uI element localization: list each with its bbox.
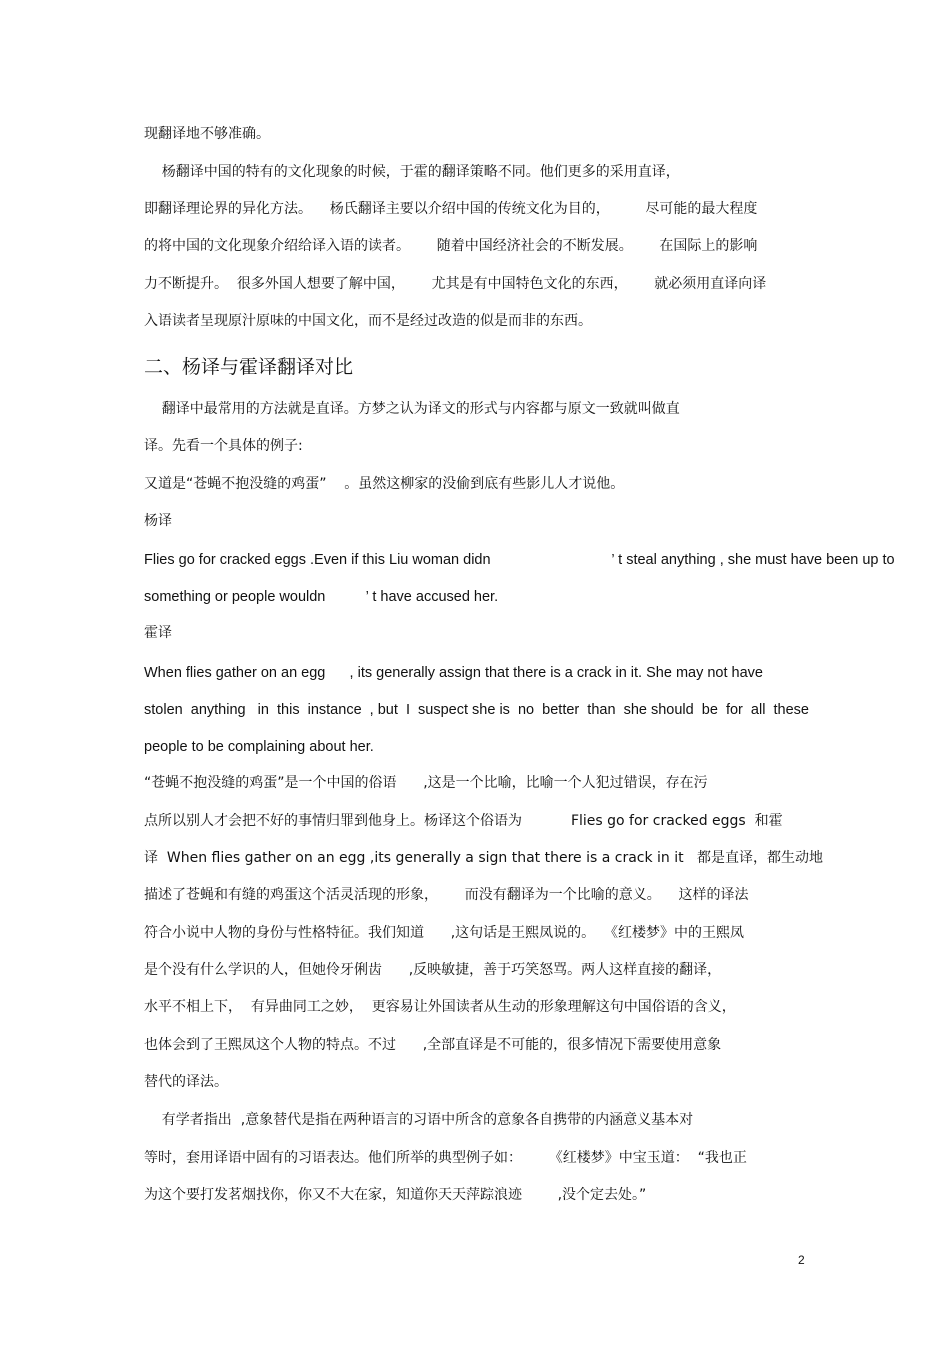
text-line: something or people wouldn ’ t have accused her. (144, 589, 499, 605)
text-line: 又道是“苍蝇不抱没缝的鸡蛋” 。虽然这柳家的没偷到底有些影儿人才说他。 (144, 476, 625, 492)
text-line: 也体会到了王熙凤这个人物的特点。不过 ,全部直译是不可能的，很多情况下需要使用意象 (144, 1037, 722, 1053)
text-line: 等时，套用译语中固有的习语表达。他们所举的典型例子如： 《红楼梦》中宝玉道： “我也正 (144, 1150, 747, 1166)
text-line: 为这个要打发茗烟找你，你又不大在家，知道你天天萍踪浪迹 ,没个定去处。” (144, 1187, 647, 1203)
text-line: 力不断提升。 很多外国人想要了解中国， 尤其是有中国特色文化的东西， 就必须用直译向译 (144, 276, 767, 292)
text-line: 是个没有什么学识的人，但她伶牙俐齿 ,反映敏捷，善于巧笑怒骂。两人这样直接的翻译， (144, 962, 722, 978)
text-line: people to be complaining about her. (144, 739, 374, 755)
text-line: 翻译中最常用的方法就是直译。方梦之认为译文的形式与内容都与原文一致就叫做直 (144, 401, 680, 417)
text-line: 杨翻译中国的特有的文化现象的时候，于霍的翻译策略不同。他们更多的采用直译， (144, 164, 680, 180)
text-line: 即翻译理论界的异化方法。 杨氏翻译主要以介绍中国的传统文化为目的， 尽可能的最大程度 (144, 201, 758, 217)
text-line: 水平不相上下， 有异曲同工之妙， 更容易让外国读者从生动的形象理解这句中国俗语的含义， (144, 999, 736, 1015)
text-line: “苍蝇不抱没缝的鸡蛋”是一个中国的俗语 ,这是一个比喻，比喻一个人犯过错误，存在污 (144, 775, 708, 791)
text-line: 现翻译地不够准确。 (144, 126, 270, 142)
section-heading: 二、杨译与霍译翻译对比 (144, 356, 354, 378)
text-line: 译。先看一个具体的例子: (144, 438, 303, 454)
text-line: 入语读者呈现原汁原味的中国文化，而不是经过改造的似是而非的东西。 (144, 313, 592, 329)
text-line: 点所以别人才会把不好的事情归罪到他身上。杨译这个俗语为 Flies go for cracked eggs 和霍 (144, 813, 783, 829)
text-line: 替代的译法。 (144, 1074, 228, 1090)
text-line: When flies gather on an egg , its generally assign that there is a crack in it. She may not have (144, 665, 763, 681)
text-line: Flies go for cracked eggs .Even if this Liu woman didn ’ t steal anything , she must have been up to (144, 552, 895, 568)
text-line: stolen anything in this instance , but I suspect she is no better than she should be for all these (144, 702, 809, 718)
text-line: 译 When flies gather on an egg ,its generally a sign that there is a crack in it 都是直译，都生动地 (144, 850, 823, 866)
text-line: 描述了苍蝇和有缝的鸡蛋这个活灵活现的形象， 而没有翻译为一个比喻的意义。 这样的译法 (144, 887, 749, 903)
text-line: 杨译 (144, 513, 172, 529)
text-line: 有学者指出 ,意象替代是指在两种语言的习语中所含的意象各自携带的内涵意义基本对 (144, 1112, 694, 1128)
text-line: 符合小说中人物的身份与性格特征。我们知道 ,这句话是王熙凤说的。 《红楼梦》中的王熙凤 (144, 925, 745, 941)
text-line: 霍译 (144, 625, 172, 641)
page-number: 2 (798, 1253, 805, 1267)
text-line: 的将中国的文化现象介绍给译入语的读者。 随着中国经济社会的不断发展。 在国际上的影响 (144, 238, 758, 254)
